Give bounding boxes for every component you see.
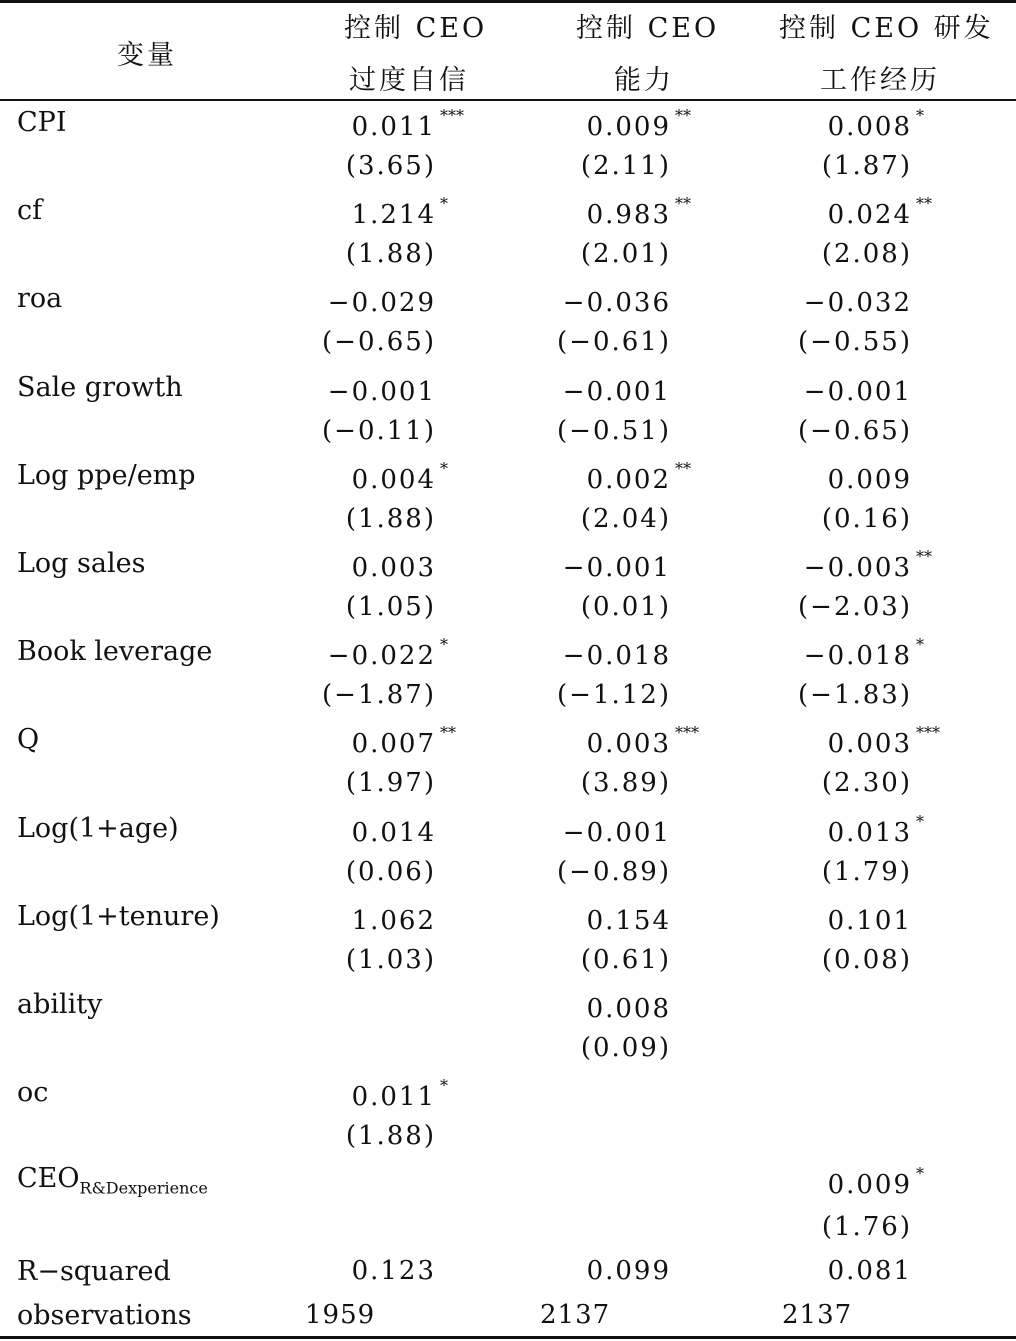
- t-stat-cell: (−0.51): [557, 416, 671, 446]
- rsquared-col2: 0.099: [586, 1256, 671, 1286]
- t-stat-cell: (1.79): [821, 857, 912, 887]
- row-label: Log(1+age): [17, 813, 179, 844]
- coef-value: −0.001: [562, 818, 671, 848]
- coef-cell: [828, 906, 912, 936]
- t-stat-cell: (1.87): [821, 151, 912, 181]
- significance-stars: ***: [675, 723, 699, 742]
- rsquared-col3: 0.081: [827, 1256, 912, 1286]
- coef-cell: [587, 994, 671, 1024]
- header-col1-line1: 控制 CEO: [344, 13, 488, 44]
- row-label: CPI: [17, 107, 67, 138]
- header-var-label: 变量: [117, 40, 177, 71]
- coef-value: −0.018: [803, 641, 912, 671]
- coef-cell: [586, 459, 691, 495]
- coef-value: −0.003: [803, 553, 912, 583]
- significance-stars: ***: [440, 106, 464, 125]
- coef-cell: [827, 723, 940, 759]
- significance-stars: **: [916, 194, 932, 213]
- observations-col3: 2137: [782, 1300, 853, 1330]
- coef-cell: [351, 194, 448, 230]
- t-stat-cell: (−1.87): [322, 680, 436, 710]
- header-rule: [0, 99, 1016, 101]
- t-stat-cell: (1.88): [345, 239, 436, 269]
- significance-stars: ***: [916, 723, 940, 742]
- coef-value: −0.001: [327, 377, 436, 407]
- coef-cell: [586, 194, 691, 230]
- coef-value: 0.154: [586, 906, 671, 936]
- coef-cell: [586, 723, 699, 759]
- coef-value: 0.101: [827, 906, 912, 936]
- t-stat-cell: (−0.61): [557, 327, 671, 357]
- coef-cell: [328, 288, 436, 318]
- t-stat-cell: (−0.11): [322, 416, 436, 446]
- coef-value: −0.029: [327, 288, 436, 318]
- coef-cell: [328, 377, 436, 407]
- coef-cell: [803, 635, 924, 671]
- bottom-rule: [0, 1336, 1016, 1339]
- t-stat-cell: (1.03): [345, 945, 436, 975]
- t-stat-cell: (1.97): [345, 768, 436, 798]
- coef-value: 0.009: [586, 112, 671, 142]
- row-label: cf: [17, 195, 43, 226]
- row-label-ceo-rd: $CEO_{R\&Dexperience}$: [17, 1163, 208, 1198]
- top-rule: [0, 0, 1016, 3]
- t-stat-cell: (−0.65): [798, 416, 912, 446]
- coef-cell: [352, 906, 436, 936]
- coef-cell: [563, 818, 671, 848]
- coef-cell: [351, 459, 448, 495]
- header-col3-line1: 控制 CEO 研发: [779, 13, 994, 44]
- t-stat-cell: (2.01): [580, 239, 671, 269]
- t-stat-cell: (1.88): [345, 504, 436, 534]
- ceo-rd-tstat: (1.76): [821, 1212, 912, 1242]
- row-label-observations: observations: [17, 1300, 192, 1331]
- significance-stars: *: [916, 106, 924, 125]
- coef-cell: [827, 194, 932, 230]
- t-stat-cell: (2.08): [821, 239, 912, 269]
- header-col1-line2: 过度自信: [349, 65, 469, 96]
- t-stat-cell: (0.61): [580, 945, 671, 975]
- coef-cell: [587, 906, 671, 936]
- rsquared-col1: 0.123: [351, 1256, 436, 1286]
- significance-stars: *: [440, 1076, 448, 1095]
- row-label: roa: [17, 283, 63, 314]
- t-stat-cell: (0.16): [821, 504, 912, 534]
- t-stat-cell: (2.30): [821, 768, 912, 798]
- coef-value: −0.001: [562, 553, 671, 583]
- coef-cell: [586, 106, 691, 142]
- coef-value: 1.062: [351, 906, 436, 936]
- coef-cell: [351, 106, 464, 142]
- coef-value: 0.007: [351, 729, 436, 759]
- coef-value: 1.214: [351, 200, 436, 230]
- coef-cell: [563, 553, 671, 583]
- row-label: Log sales: [17, 548, 146, 579]
- header-col2-line2: 能力: [614, 65, 674, 96]
- coef-cell: [563, 641, 671, 671]
- significance-stars: *: [440, 635, 448, 654]
- coef-cell: [828, 465, 912, 495]
- coef-value: −0.036: [562, 288, 671, 318]
- coef-value: 0.002: [586, 465, 671, 495]
- coef-value: −0.032: [803, 288, 912, 318]
- t-stat-cell: (−1.83): [798, 680, 912, 710]
- t-stat-cell: (0.09): [580, 1033, 671, 1063]
- row-label: ability: [17, 989, 103, 1020]
- coef-value: 0.008: [586, 994, 671, 1024]
- coef-value: 0.003: [586, 729, 671, 759]
- coef-value: 0.003: [351, 553, 436, 583]
- t-stat-cell: (−0.65): [322, 327, 436, 357]
- coef-value: 0.008: [827, 112, 912, 142]
- coef-value: 0.011: [351, 1082, 436, 1112]
- coef-value: 0.013: [827, 818, 912, 848]
- coef-value: −0.018: [562, 641, 671, 671]
- coef-value: 0.004: [351, 465, 436, 495]
- t-stat-cell: (−2.03): [798, 592, 912, 622]
- coef-cell: [352, 553, 436, 583]
- t-stat-cell: (−1.12): [557, 680, 671, 710]
- t-stat-cell: (−0.89): [557, 857, 671, 887]
- t-stat-cell: (0.01): [580, 592, 671, 622]
- t-stat-cell: (0.06): [345, 857, 436, 887]
- observations-col1: 1959: [305, 1300, 376, 1330]
- observations-col2: 2137: [540, 1300, 611, 1330]
- significance-stars: **: [440, 723, 456, 742]
- coef-value: 0.983: [586, 200, 671, 230]
- t-stat-cell: (2.04): [580, 504, 671, 534]
- coef-value: 0.009: [827, 465, 912, 495]
- coef-value: 0.024: [827, 200, 912, 230]
- ceo-rd-coef: 0.009 *: [827, 1164, 924, 1200]
- row-label-rsquared: R−squared: [17, 1256, 171, 1287]
- coef-value: −0.001: [562, 377, 671, 407]
- significance-stars: *: [440, 194, 448, 213]
- row-label: Log ppe/emp: [17, 460, 196, 491]
- t-stat-cell: (3.65): [345, 151, 436, 181]
- coef-cell: [827, 106, 924, 142]
- coef-value: 0.011: [351, 112, 436, 142]
- coef-cell: [351, 723, 456, 759]
- coef-cell: [352, 818, 436, 848]
- t-stat-cell: (0.08): [821, 945, 912, 975]
- coef-cell: [827, 812, 924, 848]
- coef-value: −0.001: [803, 377, 912, 407]
- row-label: Log(1+tenure): [17, 901, 220, 932]
- coef-value: 0.003: [827, 729, 912, 759]
- t-stat-cell: (1.88): [345, 1121, 436, 1151]
- significance-stars: **: [675, 194, 691, 213]
- row-label: Q: [17, 724, 40, 755]
- coef-cell: [351, 1076, 448, 1112]
- t-stat-cell: (2.11): [580, 151, 671, 181]
- coef-cell: [563, 288, 671, 318]
- header-col2-line1: 控制 CEO: [576, 13, 720, 44]
- t-stat-cell: (1.05): [345, 592, 436, 622]
- header-col3-line2: 工作经历: [820, 65, 940, 96]
- row-label: oc: [17, 1077, 49, 1108]
- significance-stars: *: [916, 812, 924, 831]
- row-label: Sale growth: [17, 372, 183, 403]
- significance-stars: **: [675, 106, 691, 125]
- coef-cell: [804, 377, 912, 407]
- significance-stars: **: [916, 547, 932, 566]
- coef-value: −0.022: [327, 641, 436, 671]
- coef-cell: [327, 635, 448, 671]
- coef-cell: [804, 288, 912, 318]
- coef-cell: [803, 547, 932, 583]
- coef-value: 0.014: [351, 818, 436, 848]
- t-stat-cell: (3.89): [580, 768, 671, 798]
- row-label: Book leverage: [17, 636, 213, 667]
- significance-stars: *: [440, 459, 448, 478]
- significance-stars: **: [675, 459, 691, 478]
- t-stat-cell: (−0.55): [798, 327, 912, 357]
- significance-stars: *: [916, 635, 924, 654]
- coef-cell: [563, 377, 671, 407]
